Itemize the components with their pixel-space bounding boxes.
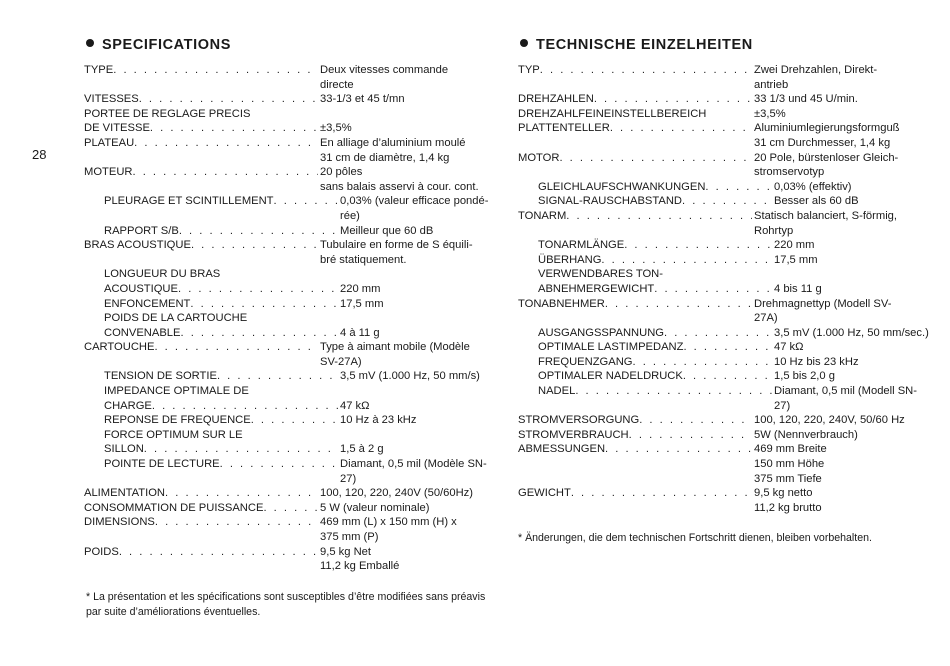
dot-leader [575,384,772,399]
spec-row [84,501,496,516]
spec-label [518,282,772,297]
spec-value [318,501,496,516]
spec-label [84,369,338,384]
dot-leader [274,194,338,209]
spec-value [772,340,932,355]
spec-value [338,442,496,457]
spec-value-line: Rohrtyp [754,224,794,237]
spec-value [752,92,932,107]
spec-label-text: FORCE OPTIMUM SUR LE [104,428,243,441]
dot-leader [191,238,318,253]
spec-value-line: 375 mm (P) [320,531,379,543]
spec-label-text: ACOUSTIQUE [104,282,178,295]
dot-leader [220,457,338,472]
spec-value-line: 47 kΩ [774,341,804,354]
spec-label [84,442,338,457]
spec-label [518,413,752,428]
spec-label [84,428,338,443]
dot-leader [154,340,318,355]
spec-label-text: CONVENABLE [104,326,181,339]
spec-value-line: 220 mm [340,282,381,295]
spec-value-line: 33 1/3 und 45 U/min. [754,93,858,106]
spec-value-line: 20 Pole, bürstenloser Gleich- [754,151,899,164]
dot-leader [664,326,772,341]
dot-leader [139,92,318,107]
spec-label [518,355,772,370]
spec-value-line: 1,5 bis 2,0 g [774,370,835,383]
spec-value-line: antrieb [754,78,789,91]
spec-value [338,224,496,239]
dot-leader [152,399,338,414]
spec-value-line: Type à aimant mobile (Modèle [320,341,470,354]
section-heading [520,37,753,53]
spec-value-line: sans balais asservi à cour. cont. [320,180,479,193]
spec-value-line: 1,5 à 2 g [340,443,384,456]
spec-value [338,297,496,312]
footnote: * La présentation et les spécifications sont susceptibles d’être modifiées sans préavis par suite d’améliorations éventuelles. [86,591,486,618]
spec-value-line: 100, 120, 220, 240V, 50/60 Hz [754,414,905,427]
spec-label-text: TYPE [84,64,114,76]
spec-label [518,238,772,253]
spec-label-text: PLATEAU [84,136,135,149]
spec-value-line: 0,03% (effektiv) [774,180,852,193]
spec-label [84,224,338,239]
spec-value-line: 100, 120, 220, 240V (50/60Hz) [320,487,474,500]
spec-label-text: SIGNAL-RAUSCHABSTAND [538,195,683,208]
spec-row [84,457,496,486]
spec-label [84,326,338,341]
section-heading [86,37,231,53]
spec-value-line: 33-1/3 et 45 t/mn [320,93,405,106]
spec-value-line: ±3,5% [320,122,352,135]
spec-label [84,486,318,501]
spec-label-text: FREQUENZGANG [538,355,633,368]
spec-row [518,355,932,370]
spec-label-text: SILLON [104,443,144,456]
spec-value-line: 469 mm Breite [754,443,827,456]
spec-value-line: 11,2 kg Emballé [320,560,400,573]
spec-label [518,194,772,209]
spec-value-line: 31 cm Durchmesser, 1,4 kg [754,136,891,149]
dot-leader [180,326,338,341]
spec-value-line: 27) [774,399,791,412]
spec-row [518,486,932,515]
spec-row [84,413,496,428]
spec-row [84,63,496,92]
spec-row [518,326,932,341]
spec-label-text: STROMVERBRAUCH [518,428,629,441]
spec-label-text: POIDS [84,545,119,558]
spec-row [84,282,496,297]
dot-leader [610,121,752,136]
spec-label [84,501,318,516]
spec-value [318,238,496,267]
spec-label [84,107,318,122]
spec-value-line: 10 Hz à 23 kHz [340,414,417,427]
dot-leader [217,369,338,384]
dot-leader [705,180,772,195]
spec-row [84,121,496,136]
spec-value-line: Besser als 60 dB [774,195,859,208]
spec-value-line: 17,5 mm [774,253,818,266]
spec-value-line: 9,5 kg Net [320,545,371,558]
spec-value-line: 5W (Nennverbrauch) [754,428,858,441]
spec-value-line: Statisch balanciert, S-förmig, [754,209,898,222]
spec-label-text: MOTEUR [84,166,133,179]
spec-value [772,180,932,195]
spec-label-text: TONABNEHMER [518,297,605,310]
spec-list [518,63,932,515]
spec-value [318,63,496,92]
spec-label-text: CARTOUCHE [84,341,155,354]
spec-value-line: 220 mm [774,239,815,252]
spec-value [752,121,932,150]
spec-value-line: 4 à 11 g [340,326,380,339]
spec-row [518,384,932,413]
spec-label [518,340,772,355]
spec-row [518,194,932,209]
spec-value [318,92,496,107]
spec-row [84,486,496,501]
spec-row [518,238,932,253]
spec-value [338,399,496,414]
spec-label-text: ALIMENTATION [84,487,166,500]
spec-label-text: CONSOMMATION DE PUISSANCE [84,501,264,514]
spec-label-text: BRAS ACOUSTIQUE [84,239,191,252]
spec-value-line: 0,03% (valeur efficace pondé- [340,195,489,208]
spec-row [518,92,932,107]
spec-label-text: PLEURAGE ET SCINTILLEMENT [104,195,274,208]
spec-value [752,209,932,238]
spec-value-line: 27A) [754,312,778,325]
spec-label [518,253,772,268]
spec-row [84,545,496,574]
spec-row [84,326,496,341]
spec-label [84,457,338,472]
dot-leader [144,442,338,457]
spec-value-line: 27) [340,472,357,485]
spec-value [318,121,496,136]
dot-leader [571,486,752,501]
spec-value-line: 150 mm Höhe [754,458,825,471]
spec-label [518,267,772,282]
spec-label-text: IMPEDANCE OPTIMALE DE [104,385,249,398]
spec-label [84,92,318,107]
spec-row [84,92,496,107]
spec-label-text: DREHZAHLFEINEINSTELLBEREICH [518,107,707,120]
spec-row [518,340,932,355]
spec-label-text: PLATTENTELLER [518,122,610,135]
dot-leader [132,165,318,180]
spec-label [84,384,338,399]
spec-row [84,442,496,457]
spec-label [84,297,338,312]
dot-leader [134,136,318,151]
spec-value [752,151,932,180]
spec-row [84,136,496,165]
spec-label [84,340,318,355]
spec-value-line: 11,2 kg brutto [754,501,822,514]
spec-label [84,165,318,180]
spec-value [752,107,932,122]
spec-label [84,194,338,209]
spec-value [752,428,932,443]
spec-label-text: ENFONCEMENT [104,297,191,310]
spec-value [318,340,496,369]
spec-value-line: stromservotyp [754,166,825,179]
spec-list [84,63,496,574]
spec-label [84,545,318,560]
spec-value [772,238,932,253]
spec-row [84,165,496,194]
spec-value-line: 10 Hz bis 23 kHz [774,355,859,368]
spec-label [84,267,338,282]
spec-label-text: POINTE DE LECTURE [104,458,220,471]
spec-value [772,384,932,413]
dot-leader [119,545,318,560]
spec-label-text: GEWICHT [518,487,571,500]
spec-value-line: 17,5 mm [340,297,384,310]
spec-row [84,224,496,239]
spec-value [318,545,496,574]
spec-label [84,399,338,414]
spec-label-text: DE VITESSE [84,122,150,135]
spec-label [84,63,318,78]
spec-value-line: bré statiquement. [320,253,407,266]
spec-row [84,194,496,223]
spec-value [338,369,496,384]
spec-row [84,428,496,443]
spec-label-text: VITESSES [84,93,139,106]
page-number: 28 [32,147,47,162]
spec-value-line: Meilleur que 60 dB [340,224,434,237]
spec-label-text: POIDS DE LA CARTOUCHE [104,312,248,325]
spec-label [84,282,338,297]
spec-label [518,92,752,107]
spec-label-text: DIMENSIONS [84,516,155,529]
spec-label [84,238,318,253]
spec-value-line: Aluminiumlegierungsformguß [754,122,900,135]
spec-label-text: TYP [518,64,540,76]
spec-label-text: RAPPORT S/B [104,224,179,237]
spec-label-text: MOTOR [518,151,560,164]
spec-row [518,63,932,92]
heading-text: SPECIFICATIONS [102,37,231,53]
spec-value-line: 375 mm Tiefe [754,472,822,485]
spec-row [84,297,496,312]
spec-value-line: directe [320,78,354,91]
spec-row [518,180,932,195]
spec-label-text: REPONSE DE FREQUENCE [104,414,251,427]
spec-row [518,428,932,443]
spec-value-line: 9,5 kg netto [754,487,813,500]
dot-leader [179,224,338,239]
dot-leader [540,63,752,78]
spec-value-line: 47 kΩ [340,399,370,412]
spec-value-line: En alliage d’aluminium moulé [320,136,466,149]
spec-label [518,180,772,195]
spec-row [518,121,932,150]
spec-value [338,457,496,486]
spec-value [318,136,496,165]
spec-value [318,165,496,194]
spec-label-text: OPTIMALE LASTIMPEDANZ [538,341,684,354]
spec-label [518,209,752,224]
spec-label-text: OPTIMALER NADELDRUCK [538,370,683,383]
spec-row [518,297,932,326]
footnote: * Änderungen, die dem technischen Fortschritt dienen, bleiben vorbehalten. [518,532,872,544]
spec-value [752,297,932,326]
spec-label [84,311,338,326]
dot-leader [165,486,318,501]
spec-value-line: SV-27A) [320,355,362,368]
dot-leader [605,297,752,312]
spec-row [518,209,932,238]
spec-value-line: rée) [340,209,360,222]
spec-row [518,282,932,297]
dot-leader [629,428,752,443]
spec-row [84,515,496,544]
spec-value [772,194,932,209]
dot-leader [263,501,318,516]
spec-label-text: GLEICHLAUFSCHWANKUNGEN [538,180,706,193]
spec-value [338,282,496,297]
dot-leader [559,151,752,166]
dot-leader [113,63,318,78]
spec-row [518,413,932,428]
spec-row [518,253,932,268]
spec-label-text: ÜBERHANG [538,253,602,266]
dot-leader [178,282,338,297]
spec-label-text: ABNEHMERGEWICHT [538,282,655,295]
spec-value [338,413,496,428]
spec-value [772,282,932,297]
spec-label [518,121,752,136]
dot-leader [682,194,772,209]
spec-value-line: 469 mm (L) x 150 mm (H) x [320,516,457,529]
spec-label-text: VERWENDBARES TON- [538,268,663,281]
spec-value [772,369,932,384]
spec-value-line: Diamant, 0,5 mil (Modell SN- [774,385,917,398]
spec-label [518,384,772,399]
spec-label [518,428,752,443]
spec-value [752,63,932,92]
bullet-icon [86,39,94,47]
spec-row [518,267,932,282]
spec-value-line: 5 W (valeur nominale) [320,501,430,514]
spec-label-text: TONARMLÄNGE [538,239,625,252]
dot-leader [601,253,772,268]
spec-value-line: Tubulaire en forme de S équili- [320,239,473,252]
spec-label-text: LONGUEUR DU BRAS [104,268,221,281]
spec-row [518,151,932,180]
spec-row [84,340,496,369]
spec-row [84,267,496,282]
spec-value-line: 3,5 mV (1.000 Hz, 50 mm/s) [340,370,480,383]
spec-label-text: PORTEE DE REGLAGE PRECIS [84,107,251,120]
spec-value-line: Zwei Drehzahlen, Direkt- [754,64,878,76]
spec-row [518,442,932,486]
spec-value-line: 20 pôles [320,166,363,179]
spec-value-line: Drehmagnettyp (Modell SV- [754,297,892,310]
spec-label [518,442,752,457]
dot-leader [594,92,752,107]
spec-value-line: 3,5 mV (1.000 Hz, 50 mm/sec.) [774,326,929,339]
spec-row [84,399,496,414]
dot-leader [624,238,772,253]
spec-label-text: DREHZAHLEN [518,93,594,106]
dot-leader [632,355,772,370]
spec-row [518,107,932,122]
spec-label [518,486,752,501]
dot-leader [639,413,752,428]
spec-label-text: TENSION DE SORTIE [104,370,217,383]
spec-label-text: NADEL [538,385,576,398]
spec-label-text: CHARGE [104,399,152,412]
spec-label-text: ABMESSUNGEN [518,443,606,456]
dot-leader [150,121,318,136]
dot-leader [654,282,772,297]
spec-label [518,151,752,166]
heading-text: TECHNISCHE EINZELHEITEN [536,37,753,53]
spec-label-text: STROMVERSORGUNG [518,414,640,427]
spec-row [518,369,932,384]
spec-value [318,515,496,544]
spec-value [772,253,932,268]
spec-label-text: AUSGANGSSPANNUNG [538,326,664,339]
spec-label [518,107,752,122]
spec-value-line: Diamant, 0,5 mil (Modèle SN- [340,458,487,471]
spec-value [752,442,932,486]
spec-label [84,121,318,136]
spec-value-line: ±3,5% [754,107,786,120]
spec-label [518,369,772,384]
spec-label [84,515,318,530]
spec-row [84,311,496,326]
dot-leader [190,297,338,312]
spec-label [518,326,772,341]
spec-label [84,136,318,151]
spec-row [84,238,496,267]
dot-leader [605,442,752,457]
dot-leader [683,369,772,384]
spec-value-line: 4 bis 11 g [774,282,822,295]
dot-leader [683,340,772,355]
bullet-icon [520,39,528,47]
spec-row [84,384,496,399]
spec-label [518,297,752,312]
spec-value [752,486,932,515]
spec-value [338,194,496,223]
spec-label [84,413,338,428]
spec-label [518,63,752,78]
dot-leader [566,209,752,224]
spec-value [318,486,496,501]
dot-leader [155,515,318,530]
spec-row [84,107,496,122]
spec-value-line: Deux vitesses commande [320,64,449,76]
spec-value [752,413,932,428]
spec-row [84,369,496,384]
spec-value [772,326,932,341]
spec-value-line: 31 cm de diamètre, 1,4 kg [320,151,450,164]
spec-value [338,326,496,341]
spec-label-text: TONARM [518,209,567,222]
dot-leader [251,413,338,428]
spec-value [772,355,932,370]
